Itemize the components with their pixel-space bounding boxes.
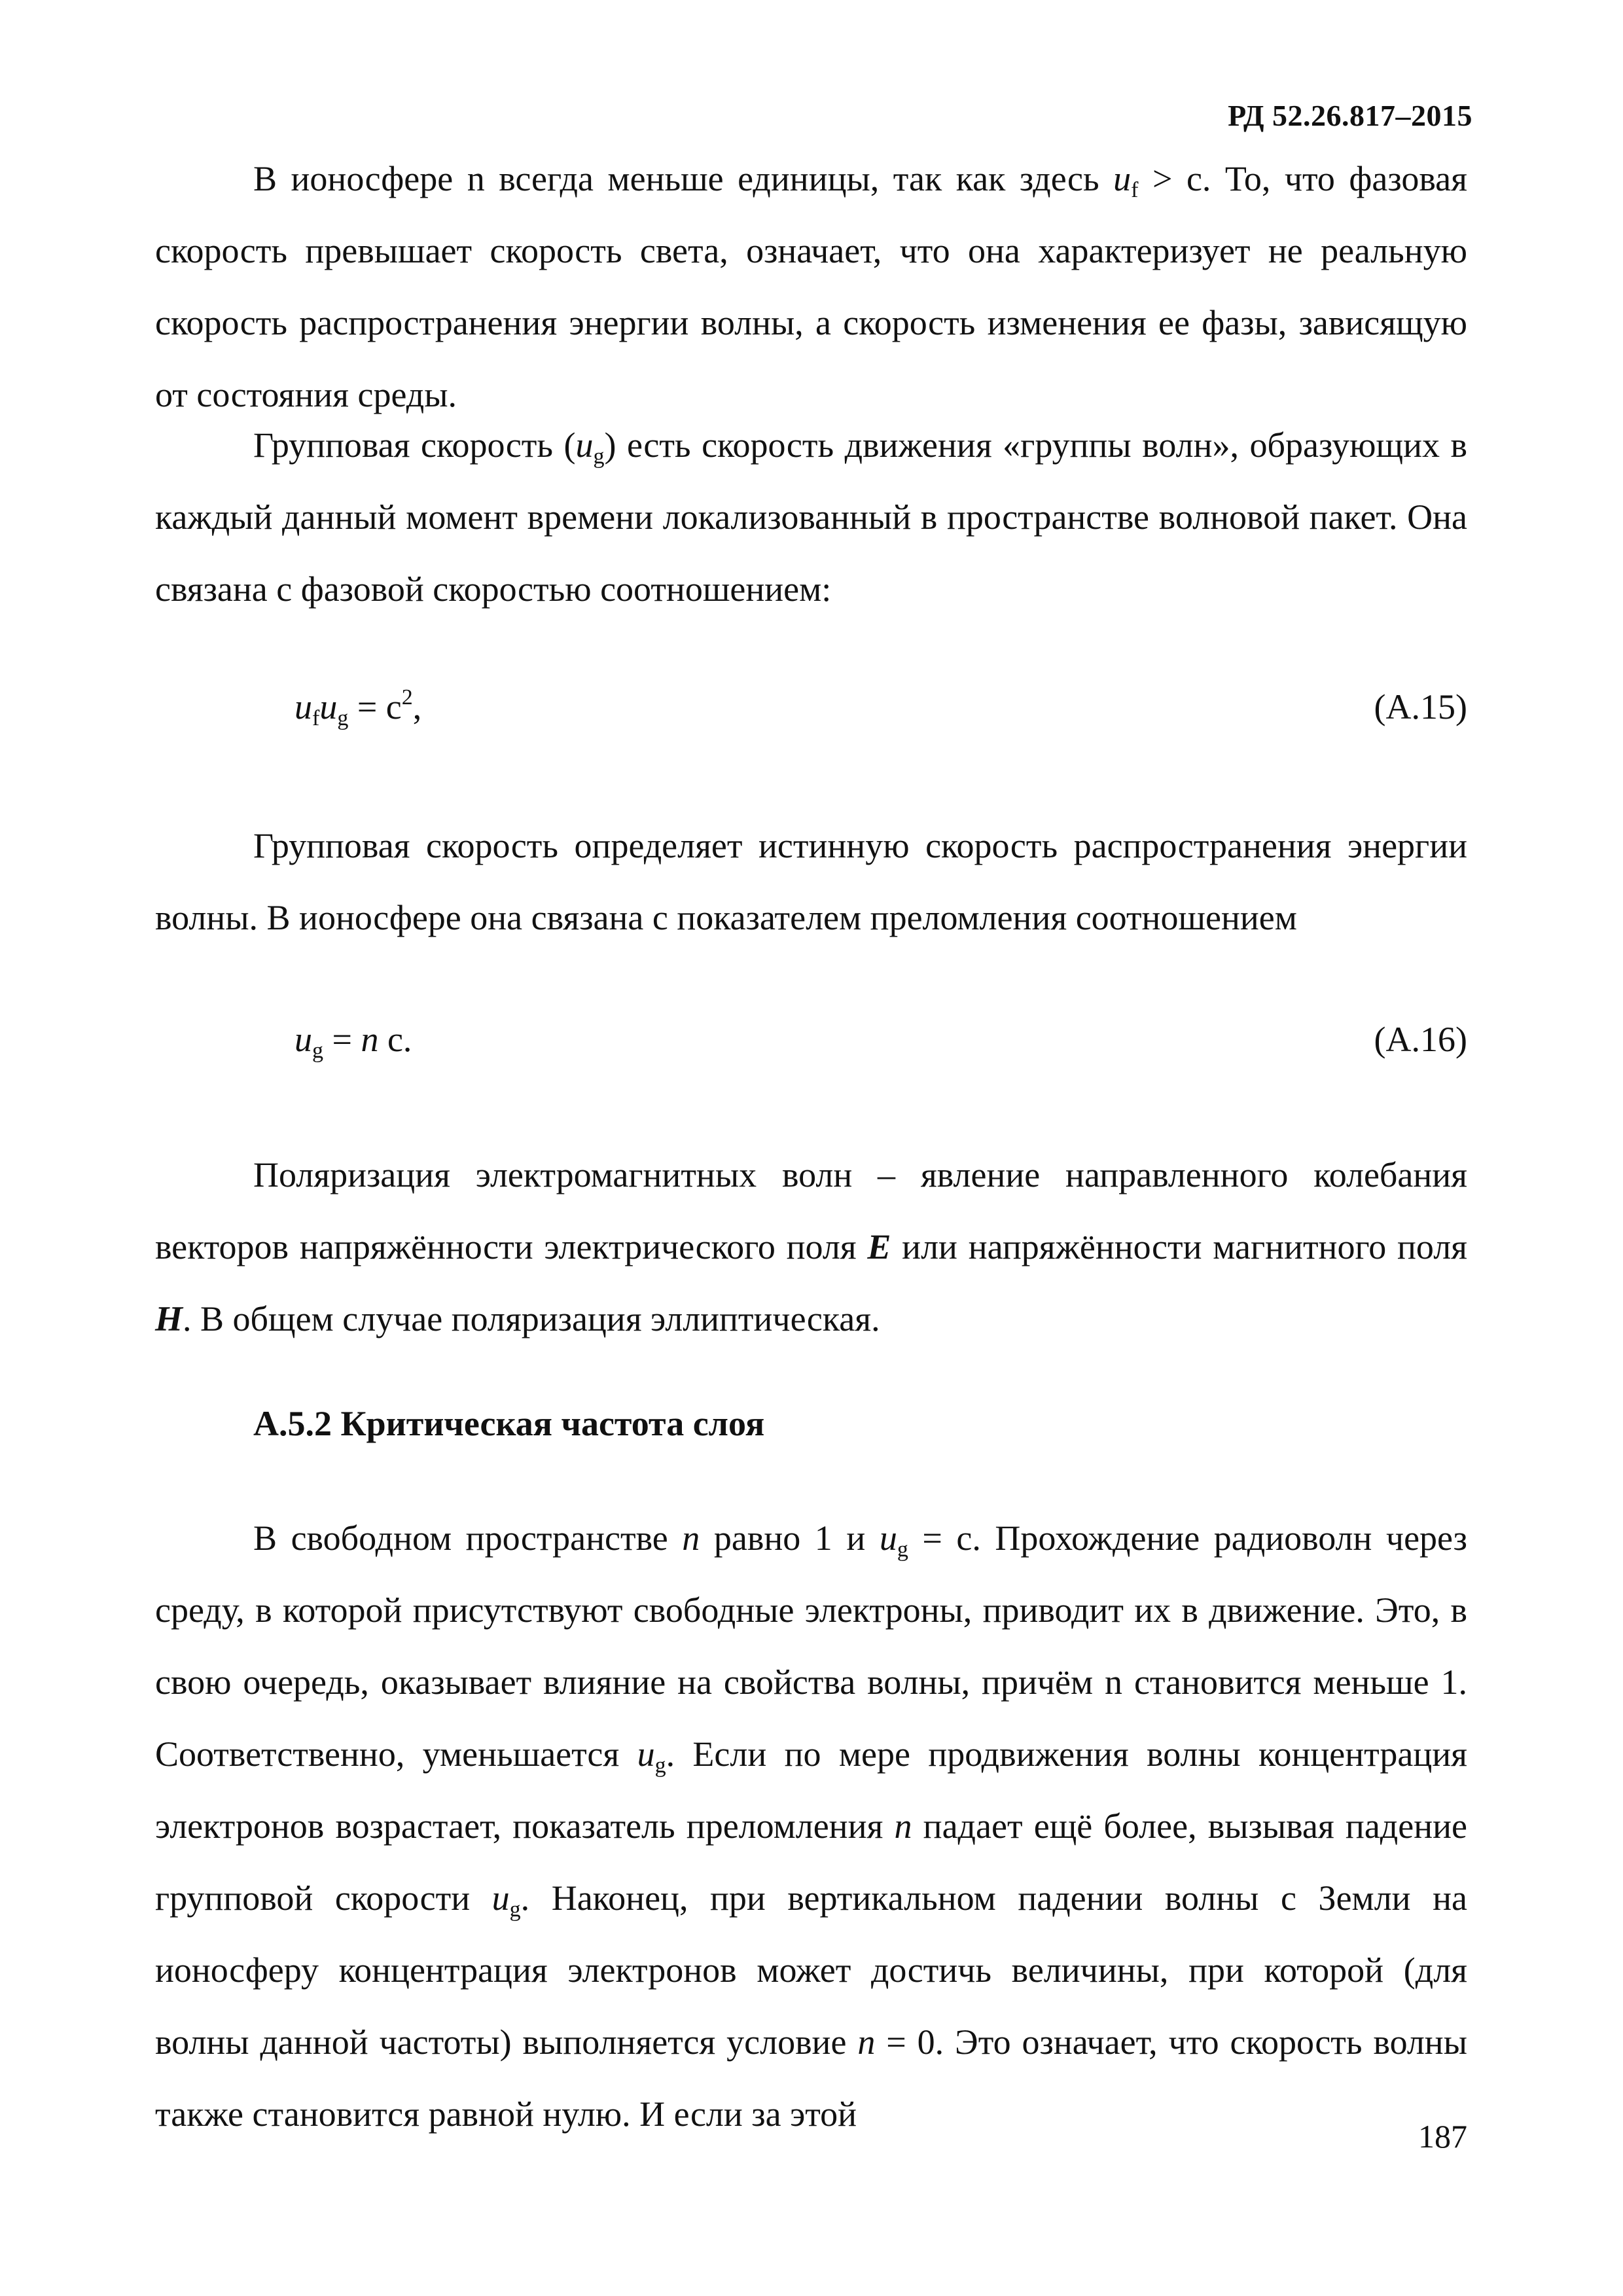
formula-a16: $u_g = n$ c. [294,1020,412,1063]
paragraph-polarization: Поляризация электромагнитных волн – явление направленного колебания векторов напряжённости электрического поля E или напряжённости магнитного поля H. В общем случае поляризация эллиптическая. [155,1155,1467,1338]
equation-number-a15: (A.15) [1374,687,1467,726]
paragraph-group-velocity: Групповая скорость $(u_g)$ есть скорость движения «группы волн», образующих в каждый данный момент времени локализованный в пространстве волновой пакет. Она связана с фазовой скоростью соотношением: [155,425,1467,609]
equation-number-a16: (A.16) [1374,1020,1467,1059]
paragraph-group-velocity-energy: Групповая скорость определяет истинную скорость распространения энергии волны. В ионосфере она связана с показателем преломления соотношением [155,826,1467,937]
section-heading: A.5.2 Критическая частота слоя [253,1404,765,1443]
paragraph-critical-frequency: В свободном пространстве n равно 1 и $u_g = c$. Прохождение радиоволн через среду, в которой присутствуют свободные электроны, приводит их в движение. Это, в свою очередь, оказывает влияние на свойства волны, причём n становится меньше 1. Соответственно, уменьшается $u_g$. Если по мере продвижения волны концентрация электронов возрастает, показатель преломления n падает ещё более, вызывая падение групповой скорости $u_g$. Наконец, при вертикальном падении волны с Земли на ионосферу концентрация электронов может достичь величины, при которой (для волны данной частоты) выполняется условие n = 0. Это означает, что скорость волны также становится равной нулю. И если за этой [155,1518,1467,2134]
formula-a15: $u_fu_g = c^2$, [294,685,422,730]
paragraph-phase-velocity: В ионосфере n всегда меньше единицы, так как здесь $u_f > c$. То, что фазовая скорость превышает скорость света, означает, что она характеризует не реальную скорость распространения энергии волны, а скорость изменения ее фазы, зависящую от состояния среды. [155,159,1467,414]
page-number: 187 [1418,2118,1467,2155]
document-code: РД 52.26.817–2015 [1228,99,1472,132]
